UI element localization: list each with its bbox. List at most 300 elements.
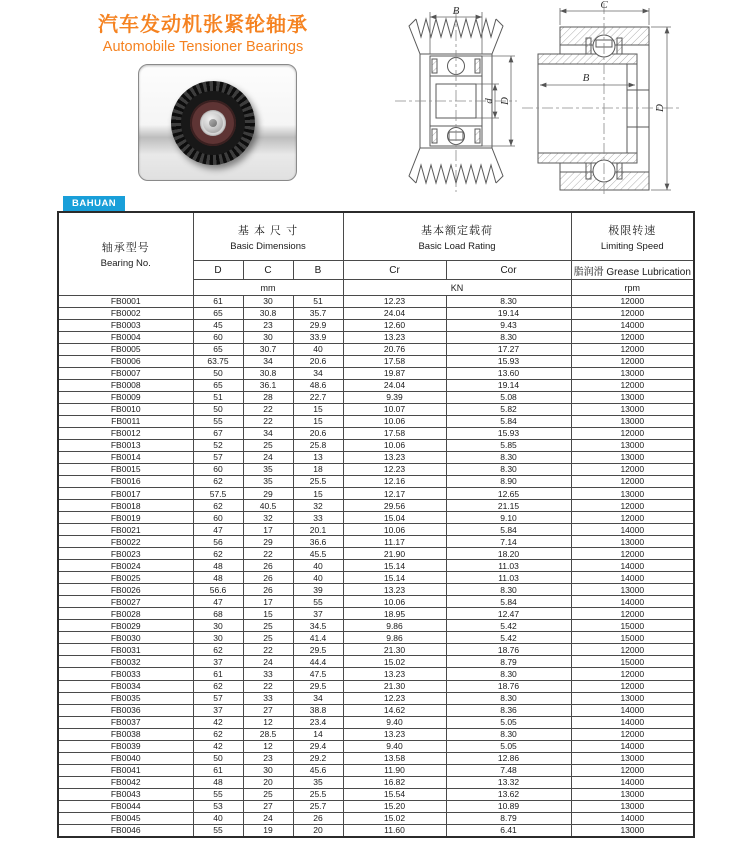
cell-value: 48 (193, 776, 243, 788)
cell-bearing-no: FB0046 (58, 824, 193, 837)
cell-value: 15 (293, 488, 343, 500)
table-row (58, 380, 694, 392)
header-speed-en: Limiting Speed (600, 240, 664, 252)
cell-bearing-no: FB0013 (58, 440, 193, 452)
cell-value: 65 (193, 308, 243, 320)
cell-value: 53 (193, 800, 243, 812)
cell-value: 40 (293, 344, 343, 356)
cell-value: 15 (243, 608, 293, 620)
cell-value: 22 (243, 404, 293, 416)
table-row (58, 332, 694, 344)
cell-value: 5.05 (446, 716, 571, 728)
cell-value: 10.89 (446, 800, 571, 812)
cell-value: 11.17 (343, 536, 446, 548)
cell-value: 15.02 (343, 812, 446, 824)
cell-bearing-no: FB0012 (58, 428, 193, 440)
table-body (58, 296, 694, 838)
cell-value: 25.8 (293, 440, 343, 452)
cell-value: 41.4 (293, 632, 343, 644)
cell-bearing-no: FB0017 (58, 488, 193, 500)
cell-value: 8.30 (446, 452, 571, 464)
cell-value: 12.16 (343, 476, 446, 488)
cell-value: 12 (243, 716, 293, 728)
cell-value: 23 (243, 752, 293, 764)
cell-value: 33 (243, 692, 293, 704)
cell-value: 62 (193, 644, 243, 656)
cell-value: 5.85 (446, 440, 571, 452)
cell-bearing-no: FB0033 (58, 668, 193, 680)
cell-value: 37 (193, 704, 243, 716)
header-speed-zh: 极限转速 (608, 224, 657, 237)
cell-bearing-no: FB0043 (58, 788, 193, 800)
cell-value: 36.6 (293, 536, 343, 548)
table-row (58, 740, 694, 752)
cell-value: 48 (193, 572, 243, 584)
cell-value: 13.32 (446, 776, 571, 788)
cell-value: 60 (193, 464, 243, 476)
table-row (58, 560, 694, 572)
cell-value: 13000 (571, 584, 694, 596)
dim-label-D-left: D (499, 97, 511, 105)
cell-value: 13000 (571, 488, 694, 500)
table-row (58, 476, 694, 488)
cell-value: 65 (193, 344, 243, 356)
cell-bearing-no: FB0027 (58, 596, 193, 608)
cell-value: 5.84 (446, 596, 571, 608)
table-row (58, 620, 694, 632)
table-row (58, 680, 694, 692)
cell-value: 14000 (571, 572, 694, 584)
cell-value: 34 (243, 428, 293, 440)
cell-value: 61 (193, 764, 243, 776)
cell-value: 27 (243, 704, 293, 716)
cell-value: 57.5 (193, 488, 243, 500)
cell-value: 8.30 (446, 332, 571, 344)
cell-value: 12000 (571, 668, 694, 680)
cell-value: 12000 (571, 764, 694, 776)
cell-value: 19 (243, 824, 293, 837)
cell-value: 56 (193, 536, 243, 548)
cell-value: 13000 (571, 404, 694, 416)
cell-bearing-no: FB0018 (58, 500, 193, 512)
cell-bearing-no: FB0007 (58, 368, 193, 380)
cell-value: 12000 (571, 464, 694, 476)
table-row (58, 776, 694, 788)
cell-value: 13.23 (343, 332, 446, 344)
cell-value: 25.5 (293, 476, 343, 488)
cell-bearing-no: FB0025 (58, 572, 193, 584)
cell-value: 62 (193, 728, 243, 740)
header-load-zh: 基本额定载荷 (421, 224, 493, 237)
cell-bearing-no: FB0010 (58, 404, 193, 416)
cell-value: 13000 (571, 536, 694, 548)
cell-value: 26 (243, 560, 293, 572)
cell-value: 12000 (571, 644, 694, 656)
cell-value: 20.76 (343, 344, 446, 356)
cell-value: 34 (243, 356, 293, 368)
cell-bearing-no: FB0014 (58, 452, 193, 464)
cell-value: 15.14 (343, 572, 446, 584)
cell-value: 10.07 (343, 404, 446, 416)
cell-value: 44.4 (293, 656, 343, 668)
subheader-grease-lubrication: 脂润滑 Grease Lubrication (571, 261, 694, 280)
cell-value: 11.60 (343, 824, 446, 837)
cell-bearing-no: FB0022 (58, 536, 193, 548)
cell-value: 60 (193, 512, 243, 524)
cell-value: 20 (243, 776, 293, 788)
cell-value: 17.58 (343, 428, 446, 440)
cell-value: 13000 (571, 824, 694, 837)
cell-value: 15000 (571, 632, 694, 644)
cell-value: 21.15 (446, 500, 571, 512)
brand-badge: BAHUAN (63, 196, 125, 211)
cell-bearing-no: FB0024 (58, 560, 193, 572)
table-row (58, 548, 694, 560)
cell-value: 21.30 (343, 644, 446, 656)
cell-value: 8.30 (446, 728, 571, 740)
table-row (58, 788, 694, 800)
table-row (58, 368, 694, 380)
cell-value: 9.40 (343, 740, 446, 752)
cell-value: 29.5 (293, 680, 343, 692)
cell-value: 13000 (571, 452, 694, 464)
cell-value: 21.30 (343, 680, 446, 692)
cell-value: 14000 (571, 740, 694, 752)
cell-value: 12.65 (446, 488, 571, 500)
cell-value: 26 (243, 584, 293, 596)
cell-value: 23 (243, 320, 293, 332)
cell-value: 12000 (571, 344, 694, 356)
table-row (58, 416, 694, 428)
table-row (58, 428, 694, 440)
cell-value: 17 (243, 524, 293, 536)
table-row (58, 536, 694, 548)
cell-value: 55 (193, 416, 243, 428)
cell-value: 11.03 (446, 572, 571, 584)
cell-value: 5.82 (446, 404, 571, 416)
title-english: Automobile Tensioner Bearings (102, 39, 304, 55)
cell-value: 14000 (571, 776, 694, 788)
cell-bearing-no: FB0008 (58, 380, 193, 392)
cell-value: 15000 (571, 620, 694, 632)
cell-value: 18.76 (446, 644, 571, 656)
cell-value: 20.1 (293, 524, 343, 536)
cell-value: 9.40 (343, 716, 446, 728)
header-basic-dimensions (193, 212, 343, 261)
cell-value: 5.08 (446, 392, 571, 404)
cell-value: 17 (243, 596, 293, 608)
table-row (58, 464, 694, 476)
bearing-hole (209, 119, 217, 127)
cell-bearing-no: FB0038 (58, 728, 193, 740)
cell-bearing-no: FB0031 (58, 644, 193, 656)
table-row (58, 296, 694, 308)
table-row (58, 320, 694, 332)
table-row (58, 608, 694, 620)
table-row (58, 440, 694, 452)
table-row (58, 308, 694, 320)
cell-value: 12000 (571, 608, 694, 620)
cell-bearing-no: FB0011 (58, 416, 193, 428)
cell-value: 37 (193, 656, 243, 668)
header-load-rating (343, 212, 571, 261)
cell-value: 22 (243, 416, 293, 428)
cell-value: 29 (243, 536, 293, 548)
cell-bearing-no: FB0035 (58, 692, 193, 704)
cell-value: 12000 (571, 512, 694, 524)
subheader-B: B (293, 261, 343, 280)
cell-value: 30.8 (243, 368, 293, 380)
subheader-Cor: Cor (446, 261, 571, 280)
cell-value: 62 (193, 680, 243, 692)
cell-value: 12000 (571, 308, 694, 320)
cell-value: 18 (293, 464, 343, 476)
subheader-C: C (243, 261, 293, 280)
spec-table-header (58, 212, 694, 296)
cell-value: 13.23 (343, 452, 446, 464)
cell-value: 20.6 (293, 356, 343, 368)
cell-value: 8.36 (446, 704, 571, 716)
cell-value: 5.42 (446, 620, 571, 632)
cell-value: 25 (243, 620, 293, 632)
cell-value: 30 (243, 332, 293, 344)
cell-value: 30 (243, 296, 293, 308)
header-limiting-speed (571, 212, 694, 261)
unit-rpm: rpm (571, 280, 694, 296)
cell-value: 9.86 (343, 620, 446, 632)
cell-bearing-no: FB0005 (58, 344, 193, 356)
cell-value: 26 (293, 812, 343, 824)
cell-value: 15.04 (343, 512, 446, 524)
table-row (58, 728, 694, 740)
cell-value: 57 (193, 452, 243, 464)
table-row (58, 356, 694, 368)
cell-value: 47 (193, 596, 243, 608)
cell-value: 28.5 (243, 728, 293, 740)
cell-value: 14.62 (343, 704, 446, 716)
table-row (58, 392, 694, 404)
cell-value: 12000 (571, 680, 694, 692)
cell-value: 5.05 (446, 740, 571, 752)
cell-bearing-no: FB0039 (58, 740, 193, 752)
cell-value: 30 (193, 632, 243, 644)
table-row (58, 764, 694, 776)
cell-value: 18.95 (343, 608, 446, 620)
table-row (58, 800, 694, 812)
cell-value: 10.06 (343, 416, 446, 428)
cell-value: 30.8 (243, 308, 293, 320)
table-row (58, 404, 694, 416)
cell-value: 13000 (571, 800, 694, 812)
cell-value: 62 (193, 548, 243, 560)
cell-value: 24 (243, 452, 293, 464)
cell-value: 29.2 (293, 752, 343, 764)
cell-value: 55 (293, 596, 343, 608)
cell-value: 6.41 (446, 824, 571, 837)
cell-bearing-no: FB0036 (58, 704, 193, 716)
cell-value: 14000 (571, 704, 694, 716)
cell-bearing-no: FB0023 (58, 548, 193, 560)
cell-value: 15.93 (446, 356, 571, 368)
cell-bearing-no: FB0009 (58, 392, 193, 404)
cell-value: 5.84 (446, 416, 571, 428)
cell-value: 8.30 (446, 692, 571, 704)
cell-value: 56.6 (193, 584, 243, 596)
cell-value: 22 (243, 644, 293, 656)
cell-value: 12000 (571, 332, 694, 344)
cell-value: 10.06 (343, 596, 446, 608)
cell-value: 10.06 (343, 524, 446, 536)
cell-value: 13.23 (343, 728, 446, 740)
cell-value: 13000 (571, 416, 694, 428)
table-row (58, 716, 694, 728)
cell-value: 34 (293, 368, 343, 380)
cell-value: 8.30 (446, 584, 571, 596)
cell-value: 17.58 (343, 356, 446, 368)
cell-bearing-no: FB0042 (58, 776, 193, 788)
cell-value: 14000 (571, 524, 694, 536)
cell-value: 30.7 (243, 344, 293, 356)
cell-value: 13000 (571, 788, 694, 800)
cell-value: 48.6 (293, 380, 343, 392)
cell-bearing-no: FB0041 (58, 764, 193, 776)
cell-value: 13.23 (343, 584, 446, 596)
cell-value: 14000 (571, 596, 694, 608)
technical-drawing-hub-section (520, 0, 750, 198)
table-row (58, 704, 694, 716)
cell-value: 19.14 (446, 308, 571, 320)
cell-value: 14000 (571, 320, 694, 332)
cell-value: 7.14 (446, 536, 571, 548)
cell-value: 63.75 (193, 356, 243, 368)
cell-value: 15.14 (343, 560, 446, 572)
cell-value: 8.30 (446, 296, 571, 308)
cell-value: 13000 (571, 692, 694, 704)
cell-value: 12000 (571, 500, 694, 512)
table-row (58, 572, 694, 584)
cell-bearing-no: FB0015 (58, 464, 193, 476)
cell-value: 10.06 (343, 440, 446, 452)
cell-value: 60 (193, 332, 243, 344)
cell-value: 12000 (571, 476, 694, 488)
cell-value: 25 (243, 788, 293, 800)
cell-value: 55 (193, 788, 243, 800)
cell-value: 27 (243, 800, 293, 812)
cell-value: 51 (193, 392, 243, 404)
cell-value: 42 (193, 716, 243, 728)
cell-value: 16.82 (343, 776, 446, 788)
cell-value: 14000 (571, 560, 694, 572)
table-row (58, 752, 694, 764)
cell-value: 13.62 (446, 788, 571, 800)
cell-value: 9.43 (446, 320, 571, 332)
cell-value: 36.1 (243, 380, 293, 392)
cell-value: 29 (243, 488, 293, 500)
cell-value: 40 (293, 560, 343, 572)
cell-value: 5.84 (446, 524, 571, 536)
cell-value: 15.93 (446, 428, 571, 440)
cell-value: 21.90 (343, 548, 446, 560)
table-row (58, 692, 694, 704)
table-row (58, 584, 694, 596)
table-row (58, 668, 694, 680)
cell-value: 24 (243, 812, 293, 824)
cell-bearing-no: FB0026 (58, 584, 193, 596)
cell-value: 29.4 (293, 740, 343, 752)
cell-bearing-no: FB0032 (58, 656, 193, 668)
cell-value: 12000 (571, 380, 694, 392)
cell-value: 14000 (571, 716, 694, 728)
cell-value: 35 (243, 464, 293, 476)
cell-value: 30 (243, 764, 293, 776)
header-dims-zh: 基 本 尺 寸 (237, 224, 299, 237)
cell-value: 13 (293, 452, 343, 464)
cell-value: 11.90 (343, 764, 446, 776)
cell-value: 52 (193, 440, 243, 452)
cell-value: 22.7 (293, 392, 343, 404)
cell-value: 29.9 (293, 320, 343, 332)
cell-value: 38.8 (293, 704, 343, 716)
cell-value: 13000 (571, 440, 694, 452)
cell-value: 19.14 (446, 380, 571, 392)
cell-value: 9.39 (343, 392, 446, 404)
cell-value: 62 (193, 476, 243, 488)
cell-value: 24.04 (343, 308, 446, 320)
dim-label-B-left: B (452, 6, 460, 17)
dim-label-C-right: C (600, 0, 608, 11)
cell-value: 18.76 (446, 680, 571, 692)
cell-bearing-no: FB0021 (58, 524, 193, 536)
cell-value: 20 (293, 824, 343, 837)
cell-value: 30 (193, 620, 243, 632)
cell-value: 12000 (571, 728, 694, 740)
cell-bearing-no: FB0003 (58, 320, 193, 332)
cell-value: 34 (293, 692, 343, 704)
header-bearing-en: Bearing No. (100, 258, 151, 269)
cell-value: 50 (193, 404, 243, 416)
cell-value: 18.20 (446, 548, 571, 560)
product-photo (138, 64, 297, 181)
cell-value: 15.02 (343, 656, 446, 668)
pulley-bearing-image (171, 81, 255, 165)
cell-value: 12.47 (446, 608, 571, 620)
spec-table (57, 211, 695, 838)
cell-bearing-no: FB0004 (58, 332, 193, 344)
cell-value: 7.48 (446, 764, 571, 776)
cell-value: 33 (293, 512, 343, 524)
cell-value: 25.7 (293, 800, 343, 812)
cell-value: 13000 (571, 368, 694, 380)
cell-value: 28 (243, 392, 293, 404)
cell-value: 13000 (571, 752, 694, 764)
cell-value: 61 (193, 668, 243, 680)
cell-value: 8.90 (446, 476, 571, 488)
cell-value: 26 (243, 572, 293, 584)
table-row (58, 344, 694, 356)
dim-label-B-right: B (582, 72, 590, 84)
subheader-Cr: Cr (343, 261, 446, 280)
cell-value: 5.42 (446, 632, 571, 644)
cell-value: 40 (293, 572, 343, 584)
cell-bearing-no: FB0002 (58, 308, 193, 320)
cell-value: 55 (193, 824, 243, 837)
cell-value: 42 (193, 740, 243, 752)
cell-value: 67 (193, 428, 243, 440)
cell-value: 15000 (571, 656, 694, 668)
cell-bearing-no: FB0016 (58, 476, 193, 488)
table-row (58, 500, 694, 512)
cell-value: 32 (293, 500, 343, 512)
